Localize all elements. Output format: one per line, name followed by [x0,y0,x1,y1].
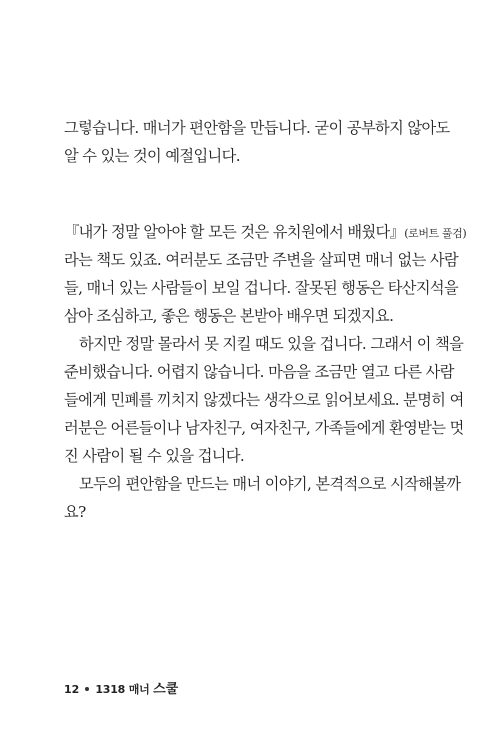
series-brand: 스쿨 [153,682,179,697]
paragraph3-line3: 들에게 민폐를 끼치지 않겠다는 생각으로 읽어보세요. 분명히 여 [64,391,464,409]
paragraph1-line2: 알 수 있는 것이 예절입니다. [64,147,240,165]
paragraph3-line2: 준비했습니다. 어렵지 않습니다. 마음을 조금만 열고 다른 사람 [64,363,454,381]
paragraph2-line2: 라는 책도 있죠. 여러분도 조금만 주변을 살피면 매너 없는 사람 [64,251,459,269]
paragraph1-line1: 그렇습니다. 매너가 편안함을 만듭니다. 굳이 공부하지 않아도 [64,119,450,137]
author-note: (로버트 풀검) [404,227,467,240]
bullet-dot-icon [85,687,89,691]
page-footer [64,682,178,698]
paragraph2-line3: 들, 매너 있는 사람들이 보일 겁니다. 잘못된 행동은 타산지석을 [64,279,459,297]
paragraph4-line2: 요? [64,503,86,521]
page-number: 12 [64,683,80,696]
paragraph3-line1: 하지만 정말 몰라서 못 지킬 때도 있을 겁니다. 그래서 이 책을 [79,335,464,353]
paragraph2-line1 [64,222,467,244]
paragraph3-line5: 진 사람이 될 수 있을 겁니다. [64,447,245,465]
book-title-quote: 『내가 정말 알아야 할 모든 것은 유치원에서 배웠다』 [64,223,405,241]
paragraph4-line1: 모두의 편안함을 만드는 매너 이야기, 본격적으로 시작해볼까 [79,475,461,493]
paragraph3-line4: 러분은 어른들이나 남자친구, 여자친구, 가족들에게 환영받는 멋 [64,419,464,437]
paragraph2-line4: 삼아 조심하고, 좋은 행동은 본받아 배우면 되겠지요. [64,307,394,325]
series-title: 1318 매너 [95,683,150,696]
